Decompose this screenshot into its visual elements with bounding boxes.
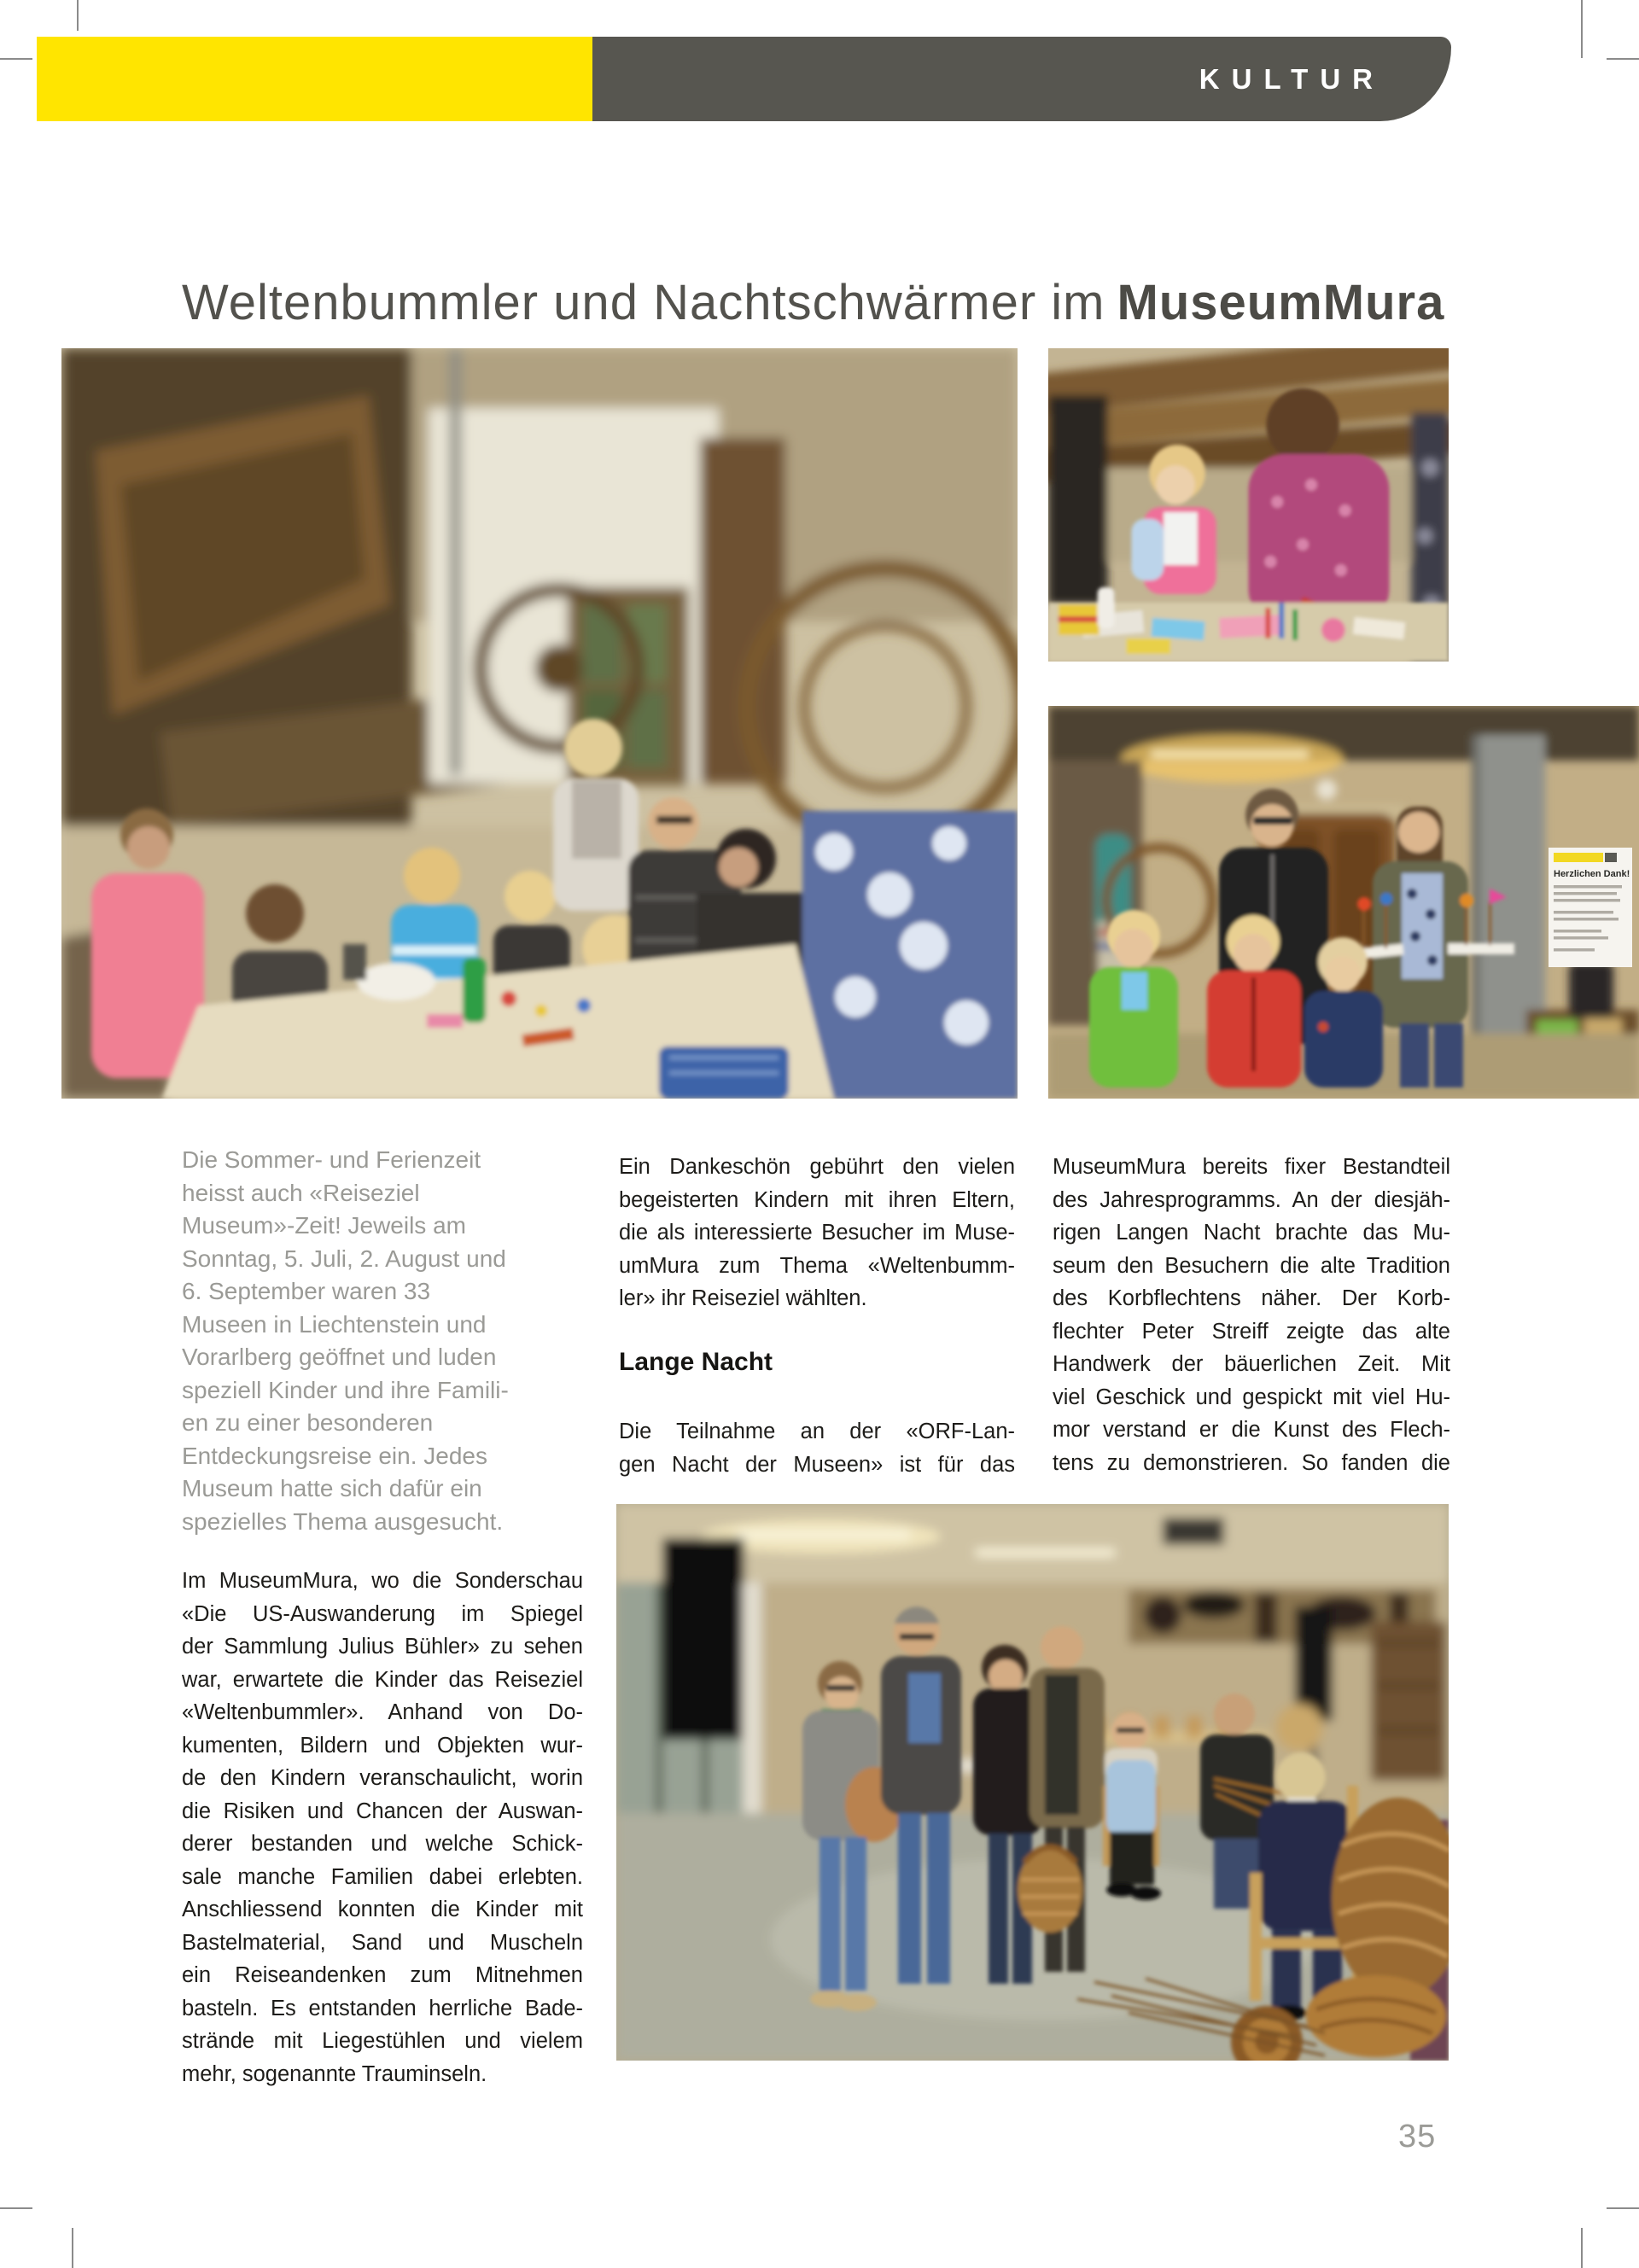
photo-basket-weaving-night <box>616 1504 1449 2061</box>
text-line: Museum»-Zeit! Jeweils am <box>182 1212 466 1239</box>
crop-mark <box>1607 58 1639 60</box>
text-line: speziell Kinder und ihre Famili- <box>182 1376 509 1403</box>
text-line: Entdeckungsreise ein. Jedes <box>182 1442 487 1469</box>
header-section-bar <box>592 37 1451 121</box>
text-line: viel Geschick und gespickt mit viel Hu- <box>1053 1385 1450 1409</box>
crop-mark <box>1581 0 1583 58</box>
text-line: strände mit Liegestühlen und vielem <box>182 2029 583 2053</box>
text-line: Handwerk der bäuerlichen Zeit. Mit <box>1053 1352 1450 1376</box>
text-line: Museum hatte sich dafür ein <box>182 1475 482 1501</box>
text-line: kumenten, Bildern und Objekten wur- <box>182 1733 583 1758</box>
body-paragraph-3 <box>619 1415 1015 1481</box>
page-title-regular: Weltenbummler und Nachtschwärmer im <box>182 274 1105 330</box>
text-line: Anschliessend konnten die Kinder mit <box>182 1898 583 1921</box>
text-line: Die Sommer- und Ferienzeit <box>182 1146 481 1173</box>
text-line: begeisterten Kindern mit ihren Eltern, <box>619 1187 1015 1212</box>
text-line: ein Reiseandenken zum Mitnehmen <box>182 1963 583 1987</box>
crop-mark <box>72 2228 73 2268</box>
text-line: MuseumMura bereits fixer Bestandteil <box>1053 1155 1450 1179</box>
lead-paragraph <box>182 1144 583 1538</box>
text-line: seum den Besuchern die alte Tradition <box>1053 1253 1450 1278</box>
page-title-bold: MuseumMura <box>1117 274 1445 330</box>
crop-mark <box>0 58 32 60</box>
text-line: mehr, sogenannte Trauminseln. <box>182 2061 487 2086</box>
text-line: Bastelmaterial, Sand und Muscheln <box>182 1930 583 1955</box>
crop-mark <box>1581 2228 1583 2268</box>
text-line: des Jahresprogramms. An der diesjäh- <box>1053 1187 1450 1212</box>
page-number: 35 <box>1398 2119 1437 2154</box>
text-line: 6. September waren 33 <box>182 1278 431 1304</box>
body-paragraph-1 <box>182 1565 583 2090</box>
text-line: Die Teilnahme an der «ORF-Lan- <box>619 1420 1015 1443</box>
text-line: spezielles Thema ausgesucht. <box>182 1507 504 1535</box>
text-line: derer bestanden und welche Schick- <box>182 1832 583 1856</box>
text-line: die als interessierte Besucher im Muse- <box>619 1221 1015 1245</box>
text-line: war, erwartete die Kinder das Reiseziel <box>182 1667 583 1692</box>
text-line: des Korbflechtens näher. Der Korb- <box>1053 1286 1450 1310</box>
text-line: der Sammlung Julius Bühler» zu sehen <box>182 1635 583 1659</box>
subheading-lange-nacht: Lange Nacht <box>619 1347 773 1376</box>
crop-mark <box>77 0 79 31</box>
column-right <box>1053 1144 1450 1479</box>
text-line: basteln. Es entstanden herrliche Bade- <box>182 1996 583 2020</box>
text-line: mor verstand er die Kunst des Flech- <box>1053 1418 1450 1442</box>
text-line: gen Nacht der Museen» ist für das <box>619 1452 1015 1477</box>
crop-mark <box>1607 2207 1639 2209</box>
body-paragraph-4 <box>1053 1151 1450 1479</box>
text-line: sale manche Familien dabei erlebten. <box>182 1864 583 1889</box>
photo-crafting-kids <box>1048 348 1449 662</box>
page-title <box>182 274 1444 331</box>
section-label: KULTUR <box>1199 62 1385 95</box>
crop-mark <box>0 2207 32 2209</box>
header-accent-bar <box>37 37 592 121</box>
text-line: Ein Dankeschön gebührt den vielen <box>619 1155 1015 1179</box>
text-line: flechter Peter Streiff zeigte das alte <box>1053 1319 1450 1344</box>
text-line: Vorarlberg geöffnet und luden <box>182 1344 497 1370</box>
column-left <box>182 1144 583 2090</box>
text-line: «Die US-Auswanderung im Spiegel <box>182 1601 583 1626</box>
text-line: tens zu demonstrieren. So fanden die <box>1053 1450 1450 1475</box>
text-line: umMura zum Thema «Weltenbumm- <box>619 1253 1015 1278</box>
text-line: de den Kindern veranschaulicht, worin <box>182 1766 583 1790</box>
text-line: «Weltenbummler». Anhand von Do- <box>182 1700 583 1724</box>
photo-workshop-children <box>61 348 1018 1099</box>
text-line: en zu einer besonderen <box>182 1409 434 1436</box>
body-paragraph-2 <box>619 1151 1015 1315</box>
text-line: rigen Langen Nacht brachte das Mu- <box>1053 1221 1450 1245</box>
text-line: die Risiken und Chancen der Auswan- <box>182 1799 583 1823</box>
text-line: Museen in Liechtenstein und <box>182 1310 487 1338</box>
text-line: ler» ihr Reiseziel wählten. <box>619 1286 867 1310</box>
text-line: Im MuseumMura, wo die Sonderschau <box>182 1569 583 1593</box>
column-middle <box>619 1144 1015 1481</box>
sign-title: Herzlichen Dank! <box>1554 869 1630 879</box>
text-line: Sonntag, 5. Juli, 2. August und <box>182 1245 506 1272</box>
photo-family-visitors <box>1048 706 1639 1099</box>
text-line: heisst auch «Reiseziel <box>182 1179 420 1206</box>
